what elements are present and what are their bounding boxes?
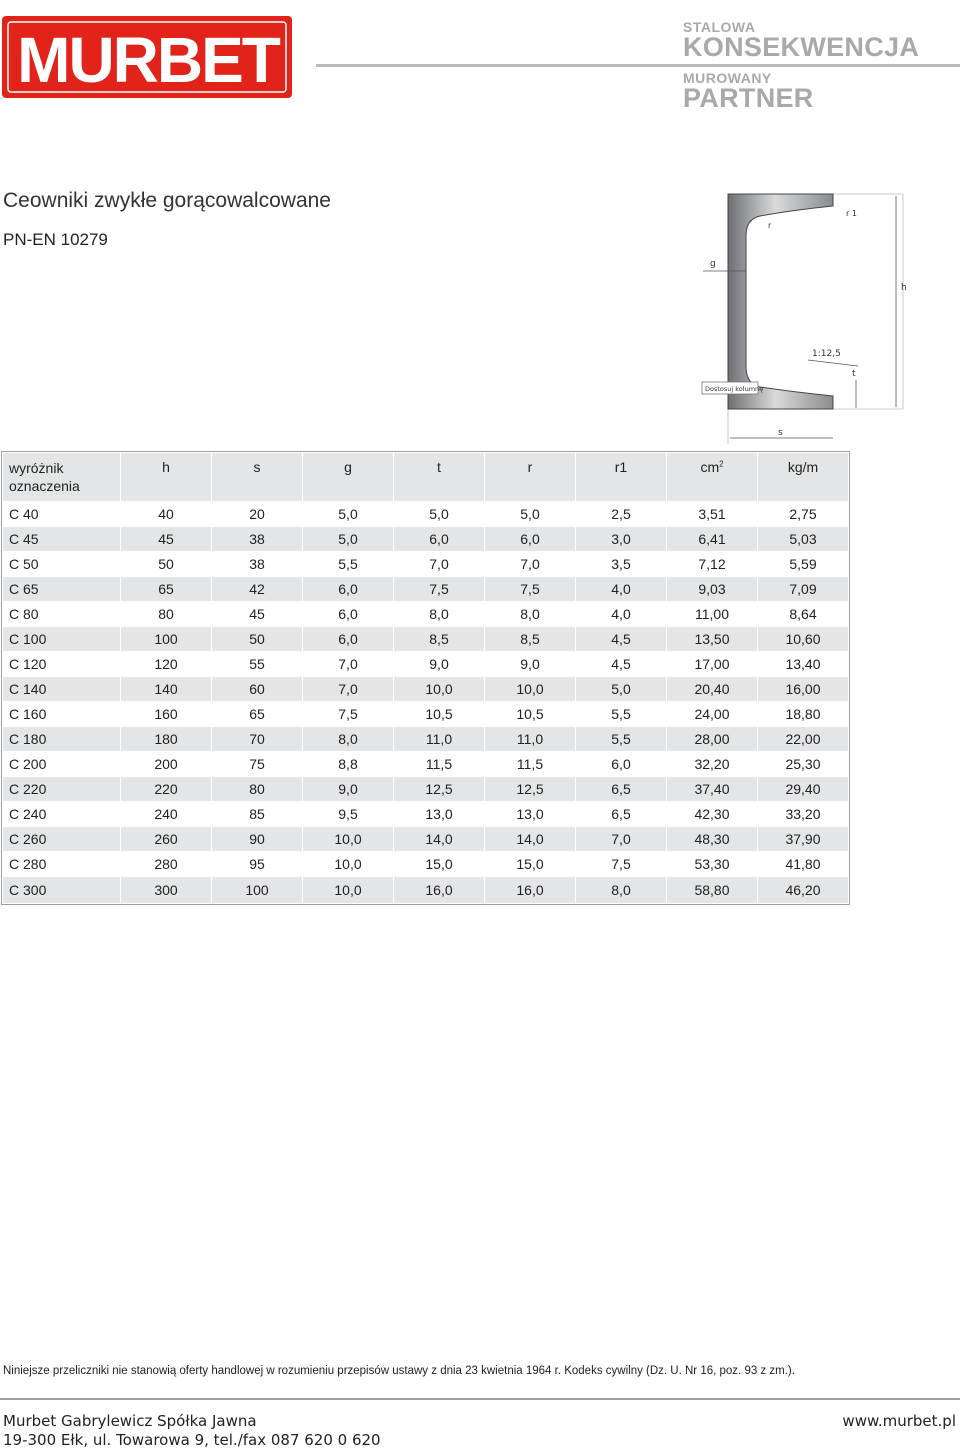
table-cell: 45 — [121, 527, 212, 552]
table-cell: 48,30 — [667, 827, 758, 852]
table-cell: 280 — [121, 852, 212, 877]
table-cell: 65 — [121, 577, 212, 602]
table-cell: 5,5 — [303, 552, 394, 577]
section-table-container — [2, 452, 849, 904]
table-cell: 46,20 — [758, 877, 849, 904]
table-row — [3, 627, 849, 652]
header-s: s — [212, 453, 303, 502]
table-cell: 8,0 — [576, 877, 667, 904]
row-designation-cell: C 80 — [3, 602, 121, 627]
table-cell: 10,5 — [394, 702, 485, 727]
table-cell: 65 — [212, 702, 303, 727]
table-cell: 5,0 — [303, 502, 394, 527]
table-cell: 6,0 — [576, 752, 667, 777]
table-cell: 10,0 — [303, 852, 394, 877]
table-row — [3, 802, 849, 827]
table-row — [3, 877, 849, 904]
table-cell: 9,0 — [303, 777, 394, 802]
company-address: 19-300 Ełk, ul. Towarowa 9, tel./fax 087 620 0 620 — [3, 1431, 381, 1449]
table-cell: 15,0 — [485, 852, 576, 877]
adjust-column-button: Dostosuj kolumnę — [705, 385, 764, 393]
tagline-partner: PARTNER — [683, 83, 814, 113]
table-cell: 5,0 — [394, 502, 485, 527]
channel-profile-diagram — [698, 186, 920, 448]
table-cell: 40 — [121, 502, 212, 527]
table-cell: 7,0 — [303, 677, 394, 702]
table-cell: 22,00 — [758, 727, 849, 752]
table-cell: 9,0 — [394, 652, 485, 677]
table-cell: 17,00 — [667, 652, 758, 677]
table-cell: 180 — [121, 727, 212, 752]
table-cell: 24,00 — [667, 702, 758, 727]
table-cell: 10,60 — [758, 627, 849, 652]
table-cell: 120 — [121, 652, 212, 677]
table-cell: 5,5 — [576, 727, 667, 752]
table-cell: 7,5 — [485, 577, 576, 602]
row-designation-cell: C 50 — [3, 552, 121, 577]
table-row — [3, 727, 849, 752]
header-mass: kg/m — [758, 453, 849, 502]
murbet-logo — [2, 6, 292, 106]
table-cell: 10,0 — [303, 827, 394, 852]
dim-h-label: h — [901, 283, 907, 293]
table-header-row — [3, 453, 849, 502]
channel-sections-table — [2, 452, 849, 904]
table-row — [3, 527, 849, 552]
disclaimer-text: Niniejsze przeliczniki nie stanowią oferty handlowej w rozumieniu przepisów ustawy z dnia 23 kwietnia 1964 r. Kodeks cywilny (Dz. U. Nr 16, poz. 93 z zm.). — [3, 1365, 795, 1377]
table-cell: 7,0 — [485, 552, 576, 577]
table-cell: 3,0 — [576, 527, 667, 552]
table-cell: 13,0 — [485, 802, 576, 827]
table-cell: 9,0 — [485, 652, 576, 677]
dim-g-label: g — [710, 259, 716, 269]
table-cell: 5,0 — [485, 502, 576, 527]
table-cell: 10,0 — [394, 677, 485, 702]
table-cell: 13,50 — [667, 627, 758, 652]
table-cell: 14,0 — [394, 827, 485, 852]
table-cell: 200 — [121, 752, 212, 777]
table-cell: 11,00 — [667, 602, 758, 627]
table-cell: 25,30 — [758, 752, 849, 777]
table-cell: 50 — [212, 627, 303, 652]
table-cell: 6,0 — [303, 602, 394, 627]
table-cell: 9,5 — [303, 802, 394, 827]
table-cell: 11,0 — [394, 727, 485, 752]
dim-s-label: s — [778, 428, 783, 438]
table-cell: 4,0 — [576, 577, 667, 602]
table-cell: 7,0 — [303, 652, 394, 677]
table-cell: 45 — [212, 602, 303, 627]
table-cell: 58,80 — [667, 877, 758, 904]
table-cell: 6,5 — [576, 777, 667, 802]
company-info — [3, 1412, 381, 1450]
table-cell: 12,5 — [485, 777, 576, 802]
table-cell: 5,0 — [576, 677, 667, 702]
table-row — [3, 852, 849, 877]
table-cell: 240 — [121, 802, 212, 827]
row-designation-cell: C 65 — [3, 577, 121, 602]
row-designation-cell: C 260 — [3, 827, 121, 852]
table-cell: 70 — [212, 727, 303, 752]
table-cell: 37,40 — [667, 777, 758, 802]
table-cell: 20 — [212, 502, 303, 527]
slope-label: 1:12,5 — [812, 349, 841, 359]
row-designation-cell: C 160 — [3, 702, 121, 727]
dim-t-label: t — [852, 369, 856, 379]
table-cell: 33,20 — [758, 802, 849, 827]
table-cell: 12,5 — [394, 777, 485, 802]
table-cell: 220 — [121, 777, 212, 802]
table-cell: 6,5 — [576, 802, 667, 827]
row-designation-cell: C 280 — [3, 852, 121, 877]
tagline-stalowa: STALOWA — [683, 19, 756, 35]
table-cell: 11,5 — [394, 752, 485, 777]
table-cell: 28,00 — [667, 727, 758, 752]
table-cell: 42,30 — [667, 802, 758, 827]
table-row — [3, 827, 849, 852]
table-cell: 38 — [212, 552, 303, 577]
table-cell: 11,5 — [485, 752, 576, 777]
standard-label: PN-EN 10279 — [3, 230, 108, 249]
table-cell: 5,0 — [303, 527, 394, 552]
table-row — [3, 602, 849, 627]
row-designation-cell: C 200 — [3, 752, 121, 777]
table-row — [3, 652, 849, 677]
table-cell: 6,0 — [485, 527, 576, 552]
header-designation: wyróżnik oznaczenia — [3, 453, 121, 502]
table-cell: 5,59 — [758, 552, 849, 577]
table-cell: 140 — [121, 677, 212, 702]
table-cell: 13,40 — [758, 652, 849, 677]
header-area-sup: 2 — [719, 459, 724, 469]
table-cell: 80 — [121, 602, 212, 627]
table-cell: 5,03 — [758, 527, 849, 552]
table-cell: 32,20 — [667, 752, 758, 777]
table-cell: 8,64 — [758, 602, 849, 627]
header-r: r — [485, 453, 576, 502]
table-cell: 15,0 — [394, 852, 485, 877]
table-cell: 37,90 — [758, 827, 849, 852]
table-cell: 7,0 — [394, 552, 485, 577]
table-cell: 300 — [121, 877, 212, 904]
table-cell: 8,5 — [485, 627, 576, 652]
header-divider — [316, 64, 960, 67]
table-cell: 8,0 — [303, 727, 394, 752]
table-cell: 6,0 — [303, 577, 394, 602]
table-cell: 7,5 — [394, 577, 485, 602]
header-area — [667, 453, 758, 502]
table-cell: 2,5 — [576, 502, 667, 527]
website-link[interactable]: www.murbet.pl — [842, 1412, 956, 1430]
table-cell: 260 — [121, 827, 212, 852]
row-designation-cell: C 240 — [3, 802, 121, 827]
table-cell: 6,0 — [394, 527, 485, 552]
footer-divider — [0, 1398, 960, 1400]
table-cell: 55 — [212, 652, 303, 677]
table-cell: 10,0 — [303, 877, 394, 904]
header-g: g — [303, 453, 394, 502]
table-cell: 9,03 — [667, 577, 758, 602]
table-cell: 11,0 — [485, 727, 576, 752]
table-cell: 6,41 — [667, 527, 758, 552]
table-cell: 18,80 — [758, 702, 849, 727]
table-cell: 14,0 — [485, 827, 576, 852]
table-cell: 7,12 — [667, 552, 758, 577]
table-cell: 100 — [212, 877, 303, 904]
table-cell: 3,51 — [667, 502, 758, 527]
table-row — [3, 702, 849, 727]
row-designation-cell: C 220 — [3, 777, 121, 802]
header-h: h — [121, 453, 212, 502]
row-designation-cell: C 100 — [3, 627, 121, 652]
row-designation-cell: C 120 — [3, 652, 121, 677]
table-cell: 16,0 — [485, 877, 576, 904]
table-row — [3, 677, 849, 702]
table-cell: 4,5 — [576, 652, 667, 677]
table-cell: 100 — [121, 627, 212, 652]
table-cell: 75 — [212, 752, 303, 777]
table-cell: 10,5 — [485, 702, 576, 727]
table-cell: 42 — [212, 577, 303, 602]
table-row — [3, 552, 849, 577]
table-cell: 90 — [212, 827, 303, 852]
table-cell: 5,5 — [576, 702, 667, 727]
header-area-unit: cm — [700, 459, 720, 475]
table-cell: 7,0 — [576, 827, 667, 852]
table-cell: 8,5 — [394, 627, 485, 652]
table-row — [3, 577, 849, 602]
table-cell: 95 — [212, 852, 303, 877]
table-cell: 7,09 — [758, 577, 849, 602]
table-cell: 3,5 — [576, 552, 667, 577]
header-r1: r1 — [576, 453, 667, 502]
tagline-konsekwencja: KONSEKWENCJA — [683, 32, 920, 62]
dim-r1-label: r 1 — [846, 209, 857, 218]
table-row — [3, 777, 849, 802]
table-cell: 6,0 — [303, 627, 394, 652]
table-cell: 8,8 — [303, 752, 394, 777]
table-cell: 80 — [212, 777, 303, 802]
table-cell: 16,0 — [394, 877, 485, 904]
row-designation-cell: C 45 — [3, 527, 121, 552]
table-cell: 160 — [121, 702, 212, 727]
header-t: t — [394, 453, 485, 502]
row-designation-cell: C 180 — [3, 727, 121, 752]
table-cell: 20,40 — [667, 677, 758, 702]
table-cell: 50 — [121, 552, 212, 577]
table-cell: 10,0 — [485, 677, 576, 702]
table-body — [3, 502, 849, 904]
table-cell: 38 — [212, 527, 303, 552]
row-designation-cell: C 140 — [3, 677, 121, 702]
table-cell: 8,0 — [485, 602, 576, 627]
table-cell: 7,5 — [303, 702, 394, 727]
table-cell: 8,0 — [394, 602, 485, 627]
table-cell: 53,30 — [667, 852, 758, 877]
table-row — [3, 502, 849, 527]
table-cell: 41,80 — [758, 852, 849, 877]
company-name: Murbet Gabrylewicz Spółka Jawna — [3, 1412, 257, 1430]
table-cell: 29,40 — [758, 777, 849, 802]
table-cell: 13,0 — [394, 802, 485, 827]
table-cell: 4,0 — [576, 602, 667, 627]
svg-text:MURBET: MURBET — [17, 24, 279, 96]
dim-r-label: r — [768, 221, 772, 230]
page-title: Ceowniki zwykłe gorącowalcowane — [3, 189, 331, 212]
table-cell: 2,75 — [758, 502, 849, 527]
row-designation-cell: C 300 — [3, 877, 121, 904]
table-cell: 85 — [212, 802, 303, 827]
tagline-murowany: MUROWANY — [683, 70, 772, 86]
table-cell: 16,00 — [758, 677, 849, 702]
table-row — [3, 752, 849, 777]
row-designation-cell: C 40 — [3, 502, 121, 527]
table-cell: 60 — [212, 677, 303, 702]
table-cell: 4,5 — [576, 627, 667, 652]
table-cell: 7,5 — [576, 852, 667, 877]
